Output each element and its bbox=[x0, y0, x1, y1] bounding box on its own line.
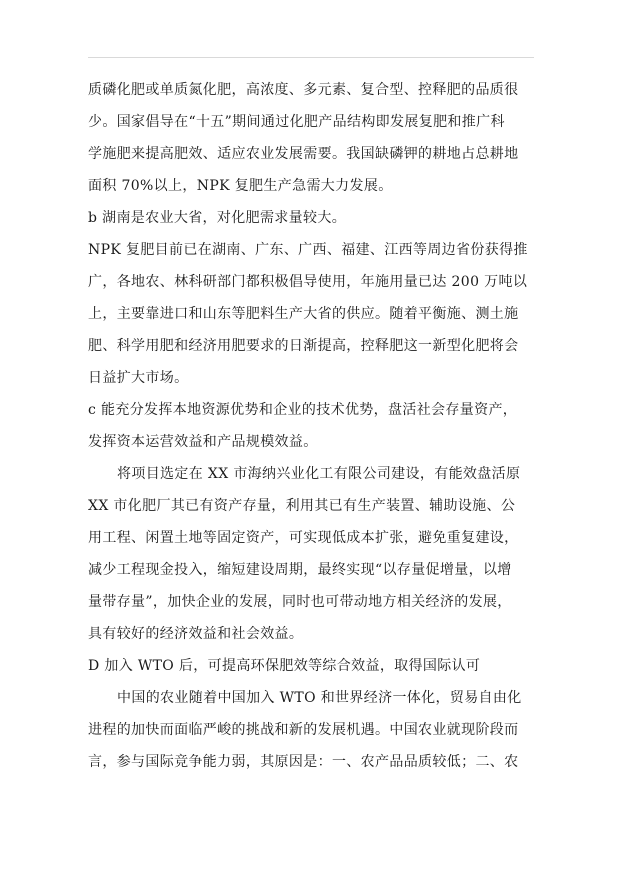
text-line: 上，主要靠进口和山东等肥料生产大省的供应。随着平衡施、测土施 bbox=[88, 306, 519, 322]
text-line: 减少工程现金投入，缩短建设周期，最终实现“以存量促增量，以增 bbox=[88, 562, 512, 578]
text-line: 量带存量”，加快企业的发展，同时也可带动地方相关经济的发展， bbox=[88, 594, 512, 610]
text-line: 具有较好的经济效益和社会效益。 bbox=[88, 626, 304, 642]
text-line: 少。国家倡导在“十五”期间通过化肥产品结构即发展复肥和推广科 bbox=[88, 114, 505, 130]
section-heading-b: b 湖南是农业大省，对化肥需求量较大。 bbox=[88, 210, 347, 226]
text-line: 日益扩大市场。 bbox=[88, 370, 189, 386]
text-line: 言，参与国际竞争能力弱，其原因是：一、农产品品质较低；二、农 bbox=[88, 754, 519, 770]
text-line: 将项目选定在 XX 市海纳兴业化工有限公司建设，有能效盘活原 bbox=[117, 466, 521, 482]
header-rule bbox=[88, 57, 534, 58]
text-line: 面积 70%以上，NPK 复肥生产急需大力发展。 bbox=[88, 178, 393, 194]
text-line: NPK 复肥目前已在湖南、广东、广西、福建、江西等周边省份获得推 bbox=[88, 242, 528, 258]
text-line: 中国的农业随着中国加入 WTO 和世界经济一体化，贸易自由化 bbox=[117, 690, 522, 706]
body-text bbox=[88, 74, 534, 778]
section-heading-d: D 加入 WTO 后，可提高环保肥效等综合效益，取得国际认可 bbox=[88, 658, 481, 674]
text-line: 进程的加快而面临严峻的挑战和新的发展机遇。中国农业就现阶段而 bbox=[88, 722, 519, 738]
text-line: XX 市化肥厂其已有资产存量，利用其已有生产装置、辅助设施、公 bbox=[88, 498, 516, 514]
text-line: 广，各地农、林科研部门都积极倡导使用，年施用量已达 200 万吨以 bbox=[88, 274, 528, 290]
section-heading-c: c 能充分发挥本地资源优势和企业的技术优势，盘活社会存量资产， bbox=[88, 402, 518, 418]
text-line: 发挥资本运营效益和产品规模效益。 bbox=[88, 434, 318, 450]
text-line: 用工程、闲置土地等固定资产，可实现低成本扩张，避免重复建设， bbox=[88, 530, 519, 546]
text-line: 质磷化肥或单质氮化肥，高浓度、多元素、复合型、控释肥的品质很 bbox=[88, 82, 519, 98]
text-line: 肥、科学用肥和经济用肥要求的日渐提高，控释肥这一新型化肥将会 bbox=[88, 338, 519, 354]
text-line: 学施肥来提高肥效、适应农业发展需要。我国缺磷钾的耕地占总耕地 bbox=[88, 146, 519, 162]
